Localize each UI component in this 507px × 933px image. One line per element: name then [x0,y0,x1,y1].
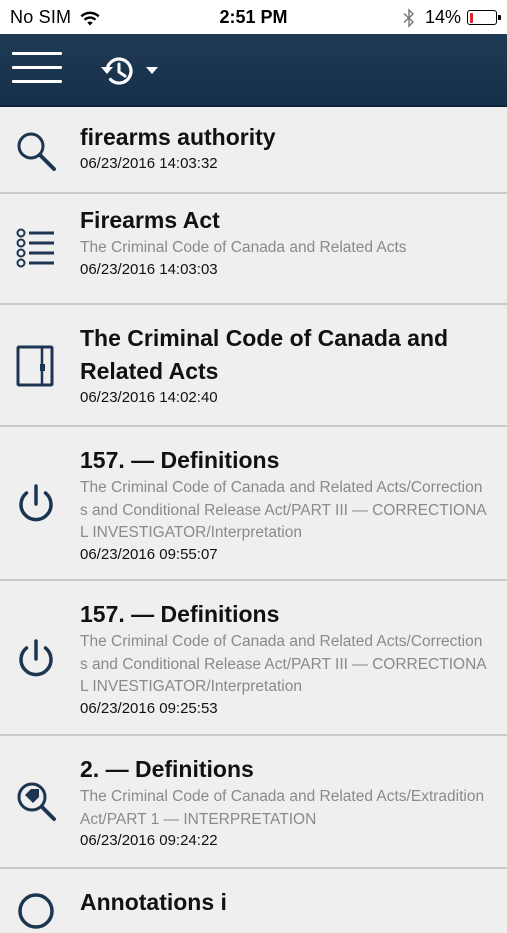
status-bar [0,0,507,34]
history-item-path: The Criminal Code of Canada and Related Acts/Corrections and Conditional Release Act/PART III — CORRECTIONAL INVESTIGATOR/Interpretation [80,479,487,541]
history-item[interactable] [0,427,507,581]
search-icon [14,129,58,173]
battery-level-fill [470,13,473,23]
history-item-path: The Criminal Code of Canada and Related Acts/Extradition Act/PART 1 — INTERPRETATION [80,788,485,828]
history-item[interactable] [0,581,507,736]
history-item-title: 157. — Definitions [80,601,280,627]
app-toolbar [0,34,507,107]
list-icon [14,225,58,269]
history-item-date: 06/23/2016 14:03:32 [80,155,218,172]
history-clock-icon [98,54,138,88]
history-item[interactable] [0,305,507,427]
history-item-title: Annotations i [80,889,227,915]
history-item[interactable] [0,194,507,305]
history-item-title: The Criminal Code of Canada and Related Acts [80,325,449,384]
history-item-date: 06/23/2016 09:55:07 [80,545,218,563]
history-item-date: 06/23/2016 14:03:03 [80,260,218,278]
hamburger-menu-icon[interactable] [12,52,62,88]
history-item[interactable] [0,109,507,194]
history-item-path: The Criminal Code of Canada and Related Acts [80,239,407,256]
status-right [403,7,497,28]
book-icon [14,344,58,388]
history-item-date: 06/23/2016 09:25:53 [80,699,218,717]
bluetooth-icon [403,8,415,28]
history-item-path: The Criminal Code of Canada and Related Acts/Corrections and Conditional Release Act/PART III — CORRECTIONAL INVESTIGATOR/Interpretation [80,633,487,695]
chevron-down-icon [146,67,158,74]
carrier-label: No SIM [10,7,72,27]
history-item-date: 06/23/2016 14:02:40 [80,389,218,406]
power-icon [14,637,58,681]
search-tag-icon [14,779,58,823]
status-time: 2:51 PM [219,7,288,27]
history-item-title: 157. — Definitions [80,447,280,473]
history-item[interactable] [0,869,507,929]
battery-icon [467,10,497,25]
history-list [0,109,507,929]
history-item-date: 06/23/2016 09:24:22 [80,832,218,849]
history-item-icon [14,889,58,933]
history-item-title: firearms authority [80,124,276,150]
history-dropdown-button[interactable] [98,54,162,88]
battery-percent: 14% [424,7,461,27]
history-item[interactable] [0,736,507,869]
history-item-title: Firearms Act [80,207,220,233]
history-item-title: 2. — Definitions [80,756,254,782]
power-icon [14,482,58,526]
